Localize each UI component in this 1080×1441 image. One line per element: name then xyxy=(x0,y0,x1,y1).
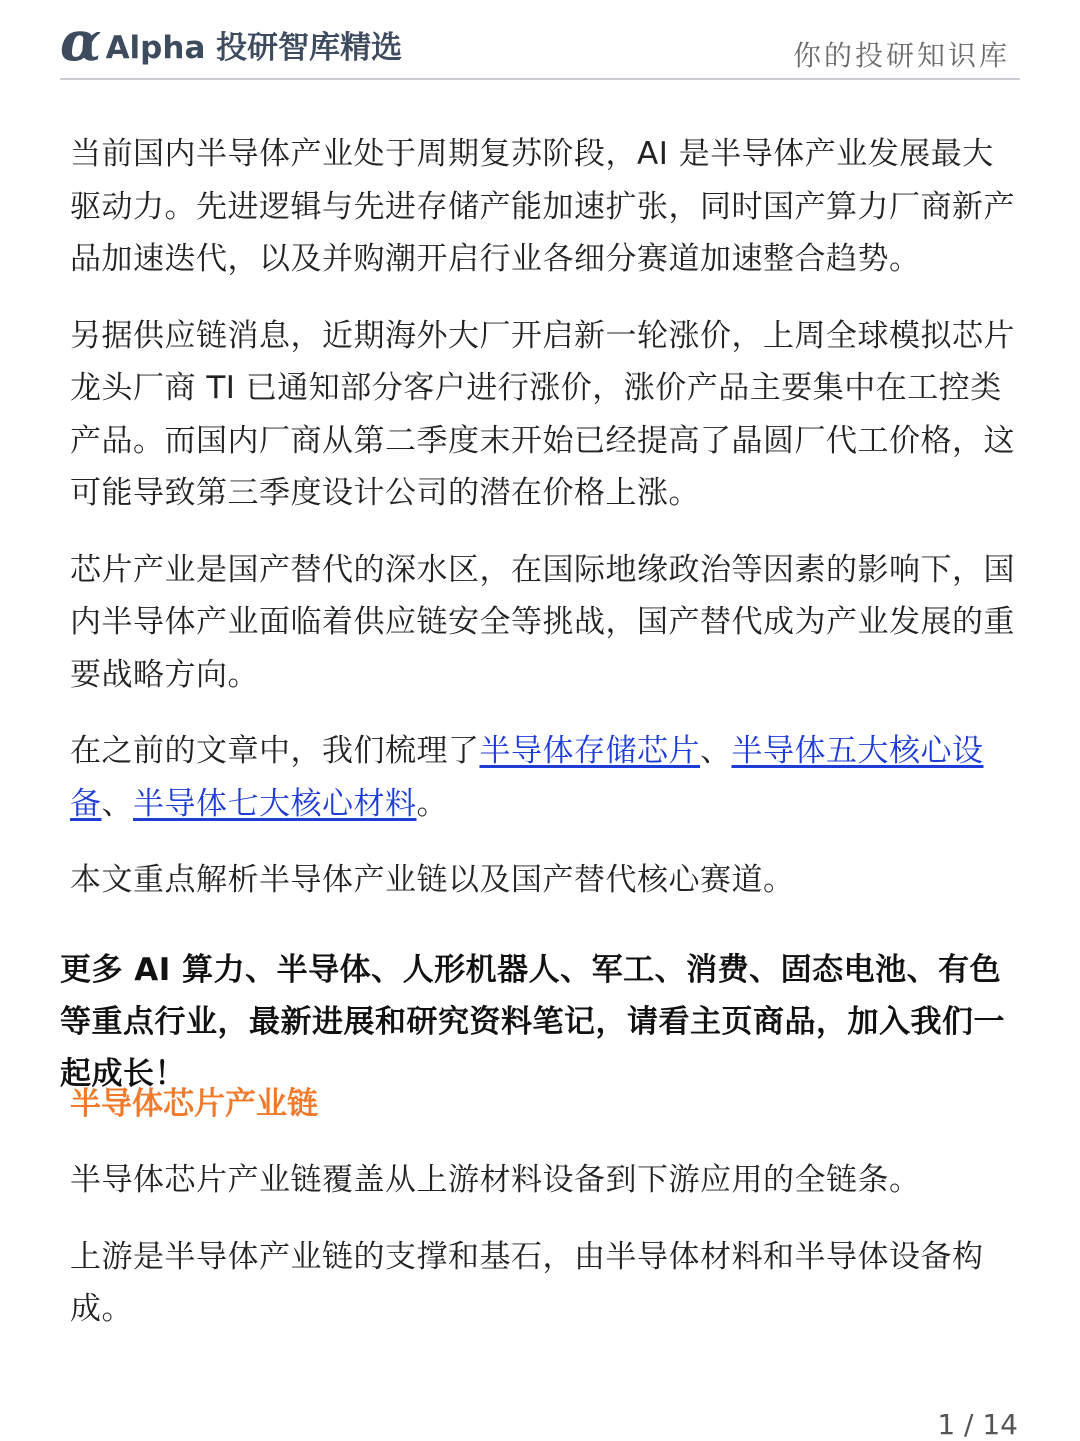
paragraph-focus: 本文重点解析半导体产业链以及国产替代核心赛道。 xyxy=(70,862,795,898)
links-separator: 、 xyxy=(700,733,732,769)
link-five-core-equipment[interactable]: 半导体五大核心设备 xyxy=(70,733,984,822)
section-title: 半导体芯片产业链 xyxy=(70,1086,318,1122)
link-seven-core-materials[interactable]: 半导体七大核心材料 xyxy=(133,785,417,822)
links-separator: 、 xyxy=(101,785,133,822)
brand-name: Alpha 投研智库精选 xyxy=(105,29,403,66)
links-prefix: 在之前的文章中，我们梳理了 xyxy=(70,733,480,769)
link-storage-chips[interactable]: 半导体存储芯片 xyxy=(479,733,700,769)
header-tagline: 你的投研知识库 xyxy=(792,39,1010,72)
paragraph-supply-chain: 另据供应链消息，近期海外大厂开启新一轮涨价，上周全球模拟芯片龙头厂商 TI 已通知部分客户进行涨价，涨价产品主要集中在工控类产品。而国内厂商从第二季度末开始已经提高了晶圆厂代工价格，这可能导致第三季度设计公司的潜在价格上涨。 xyxy=(70,317,1015,511)
promo-text: 更多 AI 算力、半导体、人形机器人、军工、消费、固态电池、有色等重点行业，最新进展和研究资料笔记，请看主页商品，加入我们一起成长！ xyxy=(60,952,1005,1092)
page-header xyxy=(60,9,1020,80)
article-body xyxy=(70,128,1015,931)
paragraph-localization: 芯片产业是国产替代的深水区，在国际地缘政治等因素的影响下，国内半导体产业面临着供应链安全等挑战，国产替代成为产业发展的重要战略方向。 xyxy=(70,551,1015,693)
links-suffix: 。 xyxy=(416,785,448,822)
paragraph-chain-overview: 半导体芯片产业链覆盖从上游材料设备到下游应用的全链条。 xyxy=(70,1162,921,1198)
paragraph-upstream: 上游是半导体产业链的支撑和基石，由半导体材料和半导体设备构成。 xyxy=(70,1238,984,1327)
section-body xyxy=(70,1154,1015,1360)
brand-logo xyxy=(60,9,403,73)
paragraph-intro: 当前国内半导体产业处于周期复苏阶段，AI 是半导体产业发展最大驱动力。先进逻辑与先进存储产能加速扩张，同时国产算力厂商新产品加速迭代，以及并购潮开启行业各细分赛道加速整合趋势。 xyxy=(70,136,1015,277)
paragraph-previous-articles xyxy=(70,725,1015,830)
alpha-icon: α xyxy=(60,9,102,73)
page-number: 1 / 14 xyxy=(937,1408,1018,1441)
